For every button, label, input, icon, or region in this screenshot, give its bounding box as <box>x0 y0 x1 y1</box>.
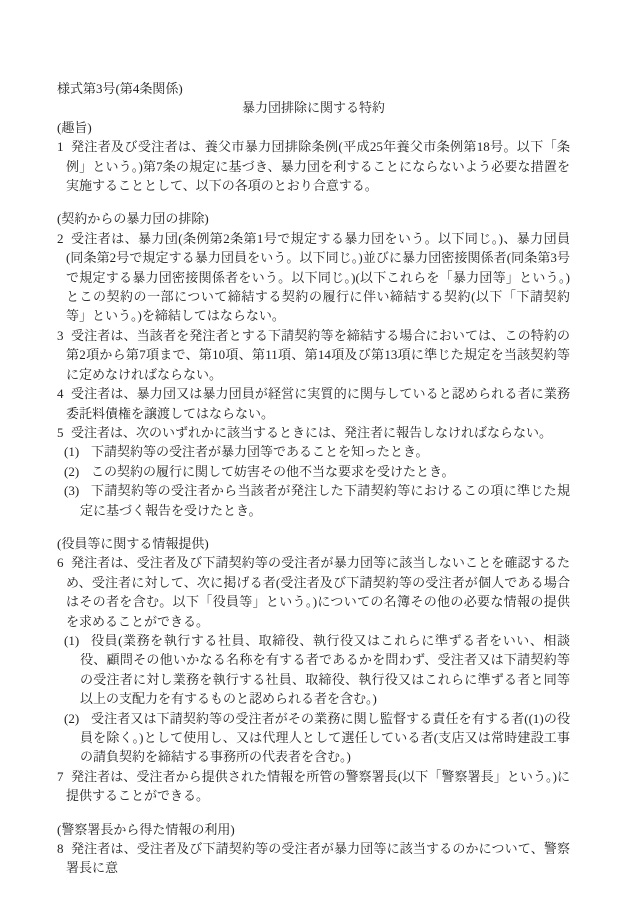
clause-text: 発注者は、受注者及び下請契約等の受注者が暴力団等に該当しないことを確認するため、受注者に対して、次に掲げる者(受注者及び下請契約等の受注者が個人である場合はその者を含む。以下「役員等」という。)についての名簿その他の必要な情報の提供を求めることができる。 <box>66 555 570 629</box>
section-officer-information <box>57 534 570 806</box>
sub-clause-text: 受注者又は下請契約等の受注者がその業務に関し監督する責任を有する者((1)の役員を除く。)として使用し、又は代理人として選任している者(支店又は常時建設工事の請負契約を締結する事務所の代表者を含む。) <box>80 710 570 765</box>
clause-item <box>57 423 570 442</box>
section-heading: (契約からの暴力団の排除) <box>57 211 209 227</box>
sub-clause-number: (3) <box>64 483 80 499</box>
sub-clause-text: 役員(業務を執行する社員、取締役、執行役又はこれらに準ずる者をいい、相談役、顧問その他いかなる名称を有する者であるかを問わず、受注者又は下請契約等の受注者に対し業務を執行する社員、取締役、執行役又はこれらに準ずる者と同等以上の支配力を有するものと認められる者を含む。) <box>80 632 570 707</box>
sub-clause-item <box>57 709 570 767</box>
clause-number: 7 <box>57 768 64 784</box>
sub-clause-number: (1) <box>64 444 80 460</box>
section-purpose <box>57 118 570 196</box>
clause-number: 8 <box>57 841 64 857</box>
clause-text: 受注者は、次のいずれかに該当するときには、発注者に報告しなければならない。 <box>71 424 553 440</box>
clause-text: 発注者及び受注者は、養父市暴力団排除条例(平成25年養父市条例第18号。以下「条例」という。)第7条の規定に基づき、暴力団を利することにならないよう必要な措置を実施することとして、以下の各項のとおり合意する。 <box>66 139 570 194</box>
section-heading: (趣旨) <box>57 119 92 135</box>
sub-clause-item <box>57 631 570 709</box>
clause-item <box>57 229 570 326</box>
clause-number: 2 <box>57 230 64 246</box>
clause-number: 1 <box>57 139 64 155</box>
sub-clause-item <box>57 481 570 520</box>
clause-item <box>57 553 570 631</box>
document-title: 暴力団排除に関する特約 <box>241 100 385 116</box>
clause-item <box>57 839 570 878</box>
clause-item <box>57 384 570 423</box>
sub-clause-number: (1) <box>64 632 80 648</box>
clause-item <box>57 767 570 806</box>
form-number: 様式第3号(第4条関係) <box>57 81 183 96</box>
clause-text: 受注者は、暴力団又は暴力団員が経営に実質的に関与していると認められる者に業務委託料債権を譲渡してはならない。 <box>66 386 570 421</box>
sub-clause-text: 下請契約等の受注者から当該者が発注した下請契約等におけるこの項に準じた規定に基づく報告を受けたとき。 <box>80 483 570 518</box>
clause-item <box>57 137 570 195</box>
clause-text: 受注者は、当該者を発注者とする下請契約等を締結する場合においては、この特約の第2項から第7項まで、第10項、第11項、第14項及び第13項に準じた規定を当該契約等に定めなければならない。 <box>66 327 570 382</box>
sub-clause-text: 下請契約等の受注者が暴力団等であることを知ったとき。 <box>91 444 429 460</box>
clause-text: 発注者は、受注者から提供された情報を所管の警察署長(以下「警察署長」という。)に提供することができる。 <box>66 768 570 804</box>
section-heading: (役員等に関する情報提供) <box>57 535 209 551</box>
clause-number: 6 <box>57 555 64 571</box>
sub-clause-text: この契約の履行に関して妨害その他不当な要求を受けたとき。 <box>91 463 455 479</box>
clause-text: 発注者は、受注者及び下請契約等の受注者が暴力団等に該当するのかについて、警察署長に意 <box>66 841 570 876</box>
clause-number: 5 <box>57 424 64 440</box>
section-exclusion-from-contract <box>57 209 570 520</box>
clause-item <box>57 326 570 384</box>
clause-text: 受注者は、暴力団(条例第2条第1号で規定する暴力団をいう。以下同じ。)、暴力団員(同条第2号で規定する暴力団員をいう。以下同じ。)並びに暴力団密接関係者(同条第3号で規定する暴力団密接関係者をいう。以下同じ。)(以下これらを「暴力団等」という。)とこの契約の一部について締結する契約の履行に伴い締結する契約(以下「下請契約等」という。)を締結してはならない。 <box>66 230 570 324</box>
clause-number: 3 <box>57 327 64 343</box>
clause-number: 4 <box>57 386 64 402</box>
section-police-information-use <box>57 820 570 878</box>
section-heading: (警察署長から得た情報の利用) <box>57 821 235 837</box>
sub-clause-number: (2) <box>64 463 80 479</box>
sub-clause-item <box>57 442 570 461</box>
sub-clause-number: (2) <box>64 710 80 726</box>
sub-clause-item <box>57 462 570 481</box>
